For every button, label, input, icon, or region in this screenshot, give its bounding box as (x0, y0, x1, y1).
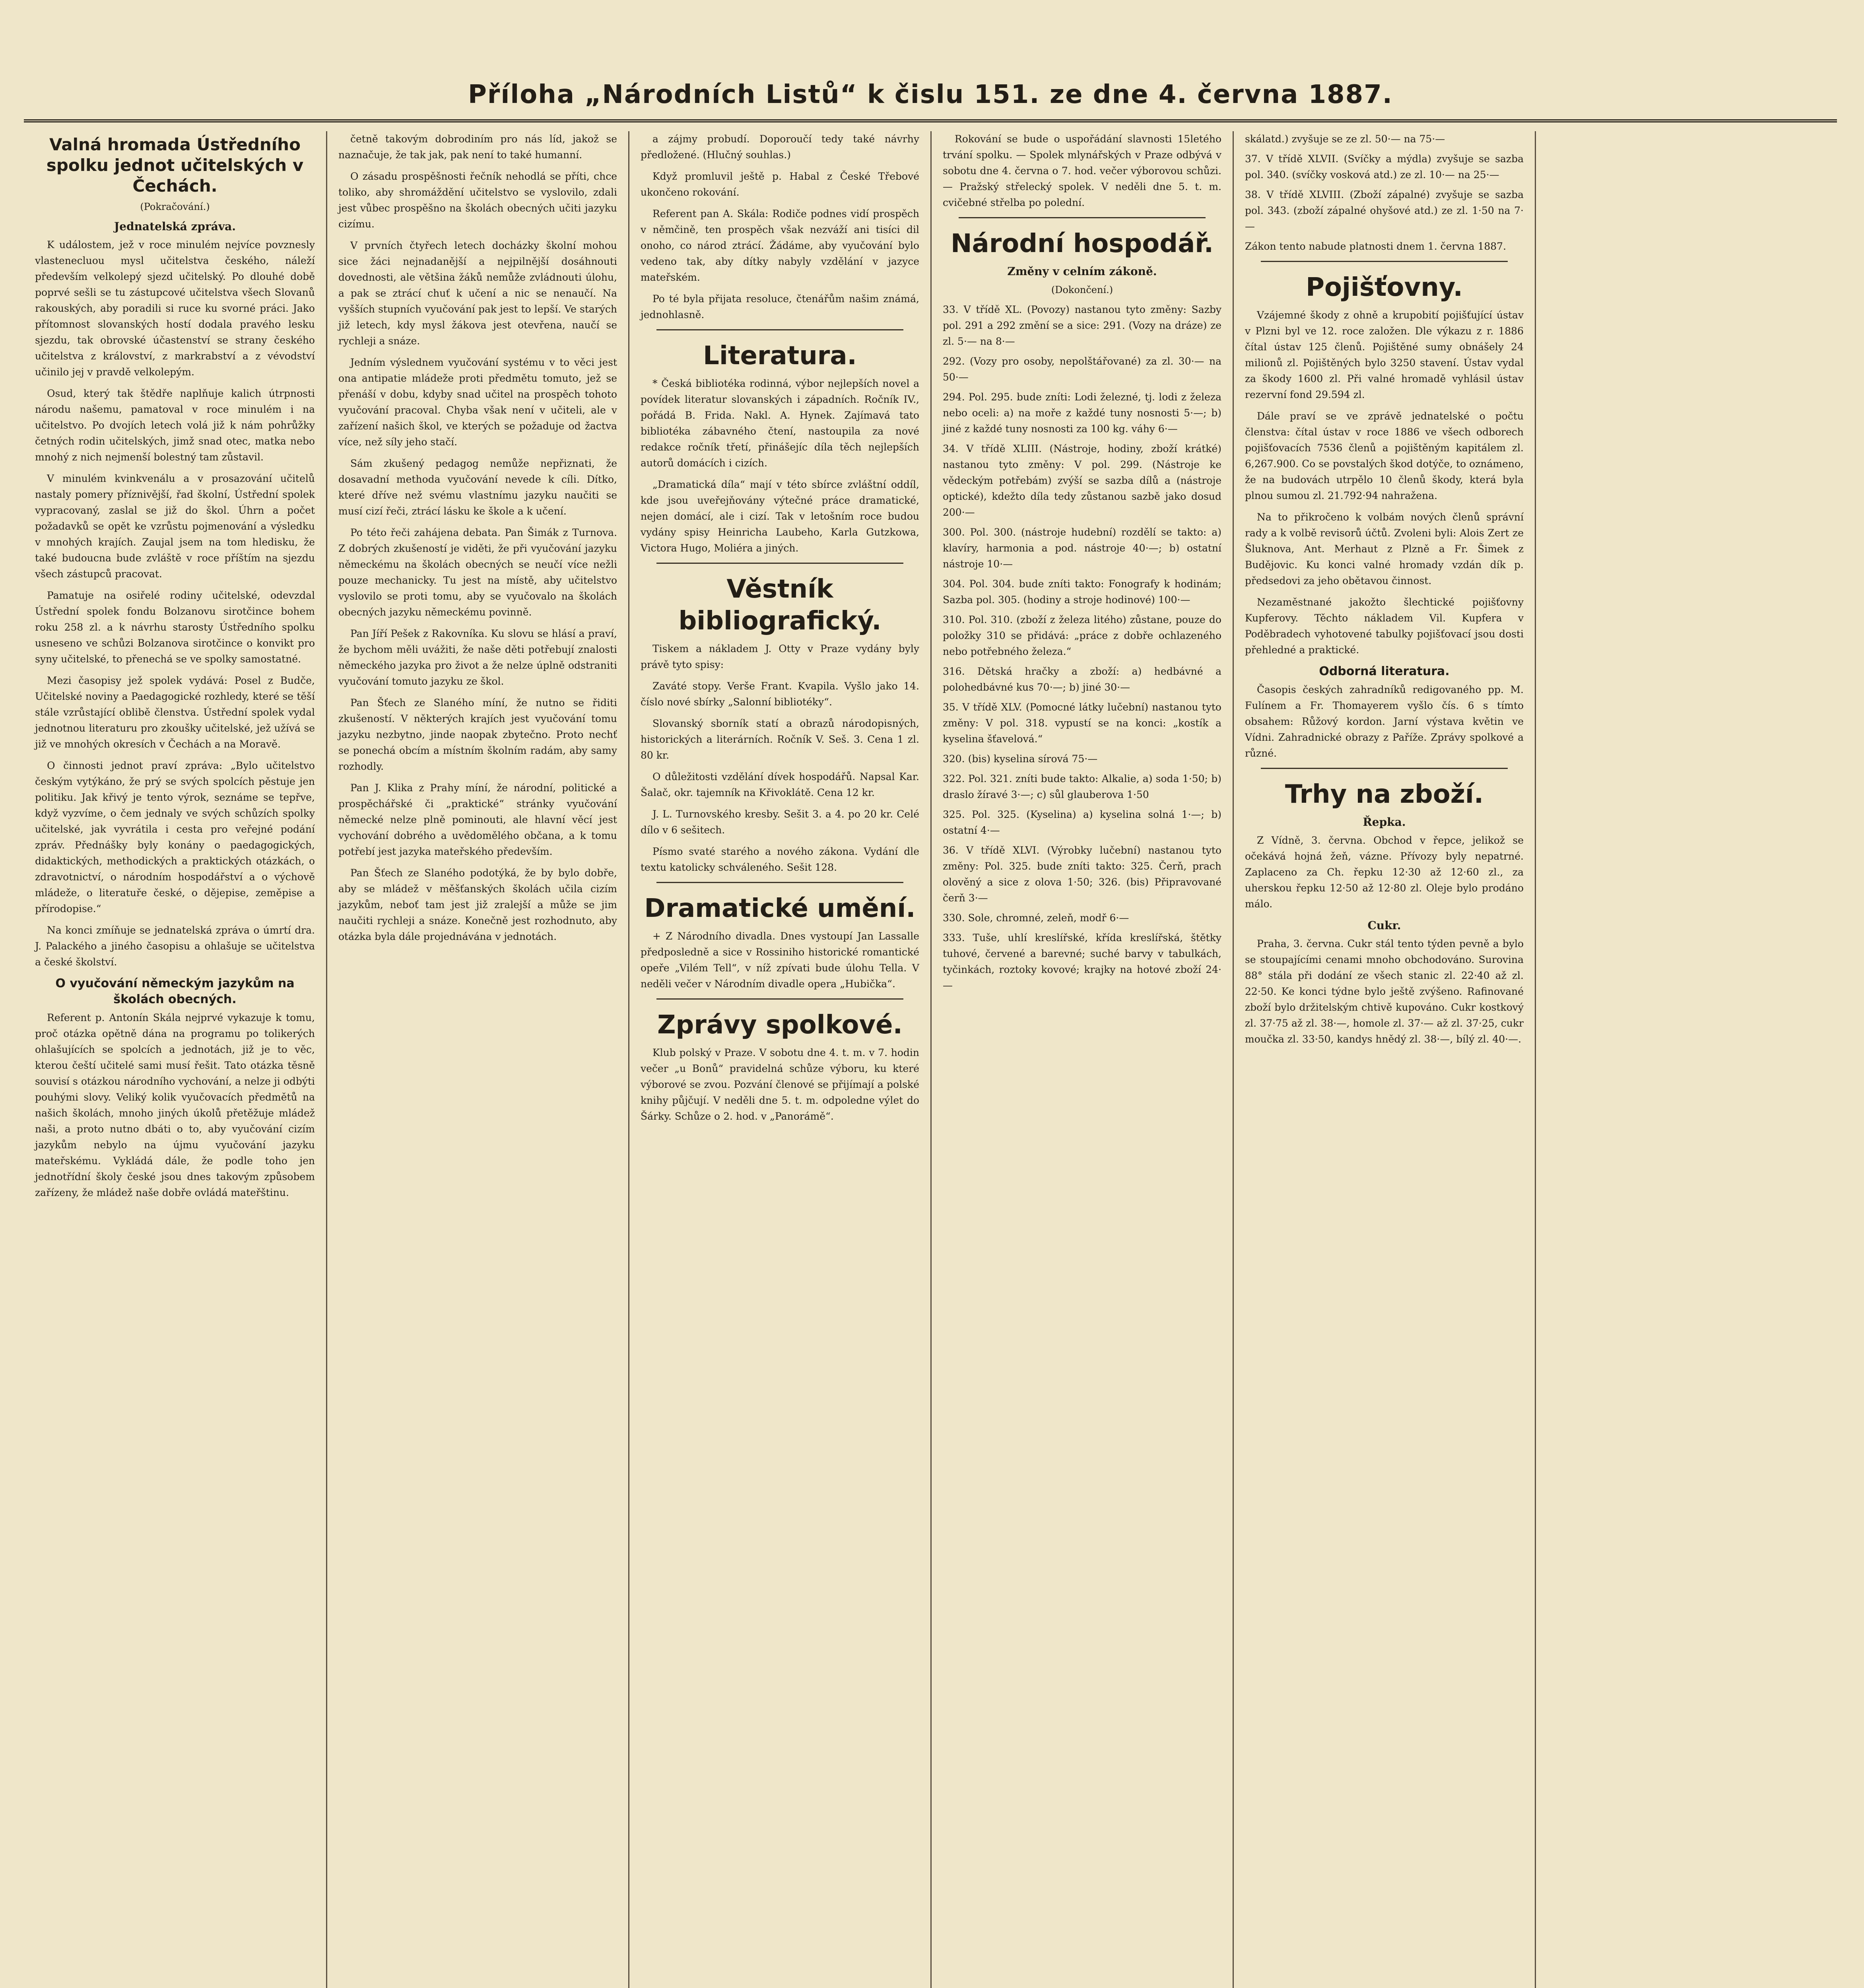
paragraph: Pan J. Klika z Prahy míní, že národní, politické a prospěchářské či „praktické“ stránky vyučování německé nelze plně pominouti, ale hlavní věcí jest vychování dobrého a uvědomělého občana, a k tomu potřebí jest jazyka mateřského především. (338, 782, 617, 857)
paragraph: Referent pan A. Skála: Rodiče podnes vidí prospěch v němčině, ten prospěch však nezváží ani tisíci dil onoho, co národ ztrácí. Žádáme, aby vyučování bylo vedeno tak, aby dítky nabyly vzdělání v jazyce mateřském. (641, 208, 919, 283)
tariff-item: 304. Pol. 304. bude zníti takto: Fonografy k hodinám; Sazba pol. 305. (hodiny a stroje hodinové) 100·— (943, 578, 1221, 606)
tariff-item: 33. V třídě XL. (Povozy) nastanou tyto změny: Sazby pol. 291 a 292 změní se a sice: 291. (Vozy na dráze) ze zl. 5·— na 8·— (943, 304, 1221, 347)
section-heading-dramaticke: Dramatické umění. (644, 894, 916, 923)
tariff-item: 330. Sole, chromné, zeleň, modř 6·— (943, 912, 1129, 924)
tariff-item: 320. (bis) kyselina sírová 75·— (943, 753, 1098, 765)
paragraph: O činnosti jednot praví zpráva: „Bylo učitelstvo českým vytýkáno, že prý se svých spolcích pěstuje jen politiku. Jak křivý je tento výrok, seznáme se tepřve, když vyzvíme, o čem jednaly ve svých schůzích spolky učitelské, jak vyvrátila i cesta pro veřejné podání zpráv. Přednášky byly konány o paedagogických, didaktických, methodických a praktických otázkách, o zdravotnictví, o národním hospodářství a o výchově mládeže, o literatuře české, o dějepise, zeměpise a přírodopise.“ (35, 760, 315, 914)
paragraph: „Dramatická díla“ mají v této sbírce zvláštní oddíl, kde jsou uveřejňovány výtečné práce dramatické, nejen domácí, ale i cizí. Tak v letošním roce budou vydány spisy Heinricha Laubeho, Karla Gutzkowa, Victora Hugo, Moliéra a jiných. (641, 479, 919, 554)
paragraph: Osud, který tak štědře naplňuje kalich útrpnosti národu našemu, pamatoval v roce minulém i na učitelstvo. Po dvojích letech volá již k nám pohrůžky četných rodin učitelských, jimž snad otec, matka nebo mnohý z nich nejmenší bolestný tam zůstavil. (35, 388, 315, 463)
section-heading-trhy: Trhy na zboží. (1285, 780, 1484, 809)
tariff-item: 322. Pol. 321. zníti bude takto: Alkalie, a) soda 1·50; b) draslo žíravé 3·—; c) sůl glauberova 1·50 (943, 773, 1221, 800)
section-heading-vestnik: Věstník bibliografický. (678, 575, 882, 636)
paragraph: četně takovým dobrodiním pro nás líd, jakož se naznačuje, že tak jak, pak není to také humanní. (338, 133, 617, 161)
tariff-item: 34. V třídě XLIII. (Nástroje, hodiny, zboží krátké) nastanou tyto změny: V pol. 299. (Nástroje ke vědeckým potřebám) zvýší se sazba dílů a (nástroje optické), kdežto díla tedy zůstanou sazbě jako dosud 200·— (943, 443, 1221, 518)
paragraph: Tiskem a nákladem J. Otty v Praze vydány byly právě tyto spisy: (641, 643, 919, 670)
section-heading-hospodar: Národní hospodář. (950, 229, 1214, 258)
masthead: Příloha „Národních Listů“ k čislu 151. ze dne 4. června 1887. (468, 80, 1393, 109)
paragraph: V minulém kvinkvenálu a v prosazování učitelů nastaly pomery příznivější, řad školní, Ústřední spolek vypracovaný, zaslal se již do škol. Úhrn a počet požadavků se opět ke vzrůstu pojmenování a výsledku v mnohých krajích. Zaujal jsem na tom hledisku, že také budoucna bude zvláště v roce příštím na sjezdu všech zástupců pracovat. (35, 473, 315, 580)
paragraph: J. L. Turnovského kresby. Sešit 3. a 4. po 20 kr. Celé dílo v 6 sešitech. (641, 808, 919, 836)
section-heading: O vyučování německým jazykům na školách obecných. (55, 977, 295, 1006)
paragraph: V prvních čtyřech letech docházky školní mohou sice žáci nejnadanější a nejpilnější dosáhnouti dovednosti, ale většina žáků nemůže zvládnouti úlohu, a pak se ztrácí chuť k učení a nic se nenaučí. Na vyšších stupních vyučování pak jest to lepší. Ve starých již letech, kdy mysl žákova jest otevřena, naučí se rychleji a snáze. (338, 240, 617, 347)
paragraph: Referent p. Antonín Skála nejprvé vykazuje k tomu, proč otázka opětně dána na programu po tolikerých ohlašujících se spolcích a jednotách, již je to věc, kterou čeští učitelé sami musí řešit. Tato otázka těsně souvisí s otázkou národního vychování, a nelze ji odbýti pouhými slovy. Veliký kolik vyučovacích předmětů na našich školách, mnoho jiných úkolů přetěžuje mládež naši, a proto nutno dbáti o to, aby vyučování cizím jazykům nebylo na újmu vyučování jazyku mateřskému. Vykládá dále, že podle toho jen jednotřídní školy české jsou dnes takovým způsobem zařízeny, že mládež naše dobře ovládá mateřštinu. (35, 1012, 315, 1198)
paragraph: + Z Národního divadla. Dnes vystoupí Jan Lassalle předposledně a sice v Rossiniho historické romantické opeře „Vilém Tell“, v níž zpívati bude úlohu Tella. V neděli večer v Národním divadle opera „Hubička“. (641, 930, 919, 990)
tariff-item: 316. Dětská hračky a zboží: a) hedbávné a polohedbávné kus 70·—; b) jiné 30·— (943, 666, 1221, 693)
divider (1261, 768, 1508, 769)
paragraph: Zaváté stopy. Verše Frant. Kvapila. Vyšlo jako 14. číslo nové sbírky „Salonní bibliotéky“. (641, 680, 919, 708)
tariff-item: Zákon tento nabude platnosti dnem 1. června 1887. (1245, 241, 1507, 252)
paragraph: Pan Šťech ze Slaného podotýká, že by bylo dobře, aby se mládež v měšťanských školách učila cizím jazykům, neboť tam jest již zralejší a může se jim naučiti rychleji a snáze. Konečně jest rozhodnuto, aby otázka byla dále projednávána v jednotách. (338, 867, 617, 942)
paragraph: Na to přikročeno k volbám nových členů správní rady a k volbě revisorů účtů. Zvoleni byli: Alois Zert ze Šluknova, Ant. Merhaut z Plzně a Fr. Šimek z Budějovic. Ku konci valné hromady vzdán dík p. předsedovi za jeho obětavou činnost. (1245, 511, 1524, 586)
divider (656, 329, 903, 330)
paragraph: Pan Jíří Pešek z Rakovníka. Ku slovu se hlásí a praví, že bychom měli uvážiti, že naše děti potřebují znalosti německého jazyka pro život a že nelze úplně odstraniti vyučování tomuto jazyku ze škol. (338, 628, 617, 687)
section-heading: Jednatelská zpráva. (114, 220, 236, 233)
paragraph: Rokování se bude o uspořádání slavnosti 15letého trvání spolku. — Spolek mlynářských v Praze odbývá v sobotu dne 4. června o 7. hod. večer výborovou schůzi. — Pražský střelecký spolek. V neděli dne 5. t. m. cvičebné střelba po polední. (943, 133, 1221, 208)
paragraph: Písmo svaté starého a nového zákona. Vydání dle textu katolicky schváleného. Sešit 128. (641, 846, 919, 873)
tariff-item: 37. V třídě XLVII. (Svíčky a mýdla) zvyšuje se sazba pol. 340. (svíčky vosková atd.) ze zl. 10·— na 25·— (1245, 153, 1524, 181)
tariff-item: 333. Tuše, uhlí kreslířské, křída kreslířská, štětky tuhové, červené a barevné; suché barvy v tabulkách, tyčinkách, roztoky kovové; krajky na hotové zboží 24·— (943, 932, 1221, 991)
paragraph: Časopis českých zahradníků redigovaného pp. M. Fulínem a Fr. Thomayerem vyšlo čís. 6 s tímto obsahem: Růžový kordon. Jarní výstava květin ve Vídni. Zahradnické obrazy z Paříže. Zprávy spolkové a různé. (1245, 684, 1524, 759)
tariff-item: 310. Pol. 310. (zboží z železa litého) zůstane, pouze do položky 310 se přidává: „práce z dobře ochlazeného nebo potřebného železa.“ (943, 614, 1221, 657)
section-heading-literatura: Literatura. (703, 341, 857, 371)
paragraph: Po této řeči zahájena debata. Pan Šimák z Turnova. Z dobrých zkušeností je viděti, že při vyučování jazyku německému na školách obecných se neučí více nežli pouze mechanicky. Tu jest na místě, aby učitelstvo vyslovilo se proti tomu, aby se vyučovalo na školách obecných jazyku německému povinně. (338, 527, 617, 618)
paragraph: Pan Šťech ze Slaného míní, že nutno se řiditi zkušeností. V některých krajích jest vyučování tomu jazyku nezbytno, jinde naopak zbytečno. Proto nechť se ponechá obcím a místním školním radám, aby samy rozhodly. (338, 697, 617, 772)
section-heading-zpravy: Zprávy spolkové. (657, 1010, 903, 1040)
paragraph: Vzájemné škody z ohně a krupobití pojišťující ústav v Plzni byl ve 12. roce založen. Dle výkazu z r. 1886 čítal ústav 125 členů. Pojištěné sumy obnášely 24 milionů zl. Pojištěných bylo 3250 stavení. Ústav vydal za škody 1600 zl. Při valné hromadě vyhlásil ústav rezervní fond 29.594 zl. (1245, 309, 1524, 400)
tariff-item: 36. V třídě XLVI. (Výrobky lučební) nastanou tyto změny: Pol. 325. bude zníti takto: 325. Čerň, prach olověný a sice z olova 1·50; 326. (bis) Připravované čerň 3·— (943, 845, 1221, 904)
section-subheading: Cukr. (1367, 919, 1401, 932)
paragraph: a zájmy probudí. Doporoučí tedy také návrhy předložené. (Hlučný souhlas.) (641, 133, 919, 161)
tariff-list (1245, 131, 1524, 254)
divider (656, 882, 903, 883)
column-3 (628, 131, 930, 1988)
paragraph: Sám zkušený pedagog nemůže nepřiznati, že dosavadní methoda vyučování nevede k cíli. Dítko, které dříve než svému vlastnímu jazyku naučiti se musí cizí řeči, ztrácí lásku ke škole a k učení. (338, 458, 617, 517)
column-6 (1535, 131, 1837, 1988)
masthead-rule (24, 119, 1837, 122)
paragraph: Praha, 3. června. Cukr stál tento týden pevně a bylo se stoupajícími cenami mnoho obchodováno. Surovina 88° stála při dodání ze všech stanic zl. 22·40 až zl. 22·50. Ke konci týdne bylo ještě zvýšeno. Rafinované zboží bylo držitelským chtivě kupováno. Cukr kostkový zl. 37·75 až zl. 38·—, homole zl. 37·— až zl. 37·25, cukr moučka zl. 33·50, kandys hnědý zl. 38·—, bílý zl. 40·—. (1245, 938, 1524, 1045)
tariff-list (943, 302, 1221, 994)
paragraph: K událostem, jež v roce minulém nejvíce povznesly vlastenecluou mysl učitelstva českého, náleží především velkolepý sjezd učitelský. Po dlouhé době poprvé sešli se tu zástupcové učitelstva všech Slovanů rakouských, aby poradili si ruce ku svorné práci. Jako přítomnost slovanských hostí dodala pravého lesku sjezdu, tak obrovské účastenství se strany českého učitelstva z království, z markrabství a z vévodství učinilo jej v pravdě velkolepým. (35, 239, 315, 378)
paragraph: Klub polský v Praze. V sobotu dne 4. t. m. v 7. hodin večer „u Bonů“ pravidelná schůze výboru, ku které výborové se zvou. Pozvání členové se přijímají a polské knihy půjčují. V neděli dne 5. t. m. odpoledne výlet do Šárky. Schůze o 2. hod. v „Panorámě“. (641, 1047, 919, 1122)
section-subheading: Změny v celním zákoně. (1007, 265, 1157, 278)
tariff-item: skálatd.) zvyšuje se ze zl. 50·— na 75·— (1245, 133, 1445, 145)
paragraph: Nezaměstnané jakožto šlechtické pojišťovny Kupferovy. Těchto nákladem Vil. Kupfera v Poděbradech vyhotovené tabulky pojišťovací jsou dosti přehledné a praktické. (1245, 596, 1524, 656)
section-note: (Dokončení.) (1051, 284, 1113, 295)
paragraph: Když promluvil ještě p. Habal z České Třebové ukončeno rokování. (641, 171, 919, 198)
column-1 (24, 131, 326, 1988)
paragraph: Dále praví se ve zprávě jednatelské o počtu členstva: čítal ústav v roce 1886 ve všech odborech pojišťovacích 7536 členů a pojištěným kapitálem zl. 6,267.900. Co se povstalých škod dotýče, to oznámeno, že na budovách utrpělo 10 členů škody, která byla plnou sumou zl. 21.792·94 nahražena. (1245, 410, 1524, 501)
divider (959, 217, 1206, 218)
column-5 (1233, 131, 1535, 1988)
paragraph: Mezi časopisy jež spolek vydává: Posel z Budče, Učitelské noviny a Paedagogické rozhledy, které se těší stále vzrůstající oblibě členstva. Ústřední spolek vydal jednotnou literaturu pro zkoušky učitelské, jež užívá se již ve mnohých okresích v Čechách a na Moravě. (35, 675, 315, 750)
section-heading: Odborná literatura. (1319, 664, 1450, 678)
paragraph: Pamatuje na osiřelé rodiny učitelské, odevzdal Ústřední spolek fondu Bolzanovu sirotčince bohem roku 258 zl. a k návrhu starosty Ústředního spolku usneseno ve schůzi Bolzanova sirotčince o konvikt pro syny učitelské, to přenechá se ve spolky samostatné. (35, 590, 315, 665)
paragraph: Z Vídně, 3. června. Obchod v řepce, jelikož se očekává hojná žeň, vázne. Přívozy byly nepatrné. Zaplaceno za Ch. řepku 12·30 až 12·60 zl., za uherskou řepku 12·50 až 12·80 zl. Oleje bylo prodáno málo. (1245, 835, 1524, 910)
column-2 (326, 131, 628, 1988)
column-4 (930, 131, 1233, 1988)
paragraph: Po té byla přijata resoluce, čtenářům našim známá, jednohlasně. (641, 293, 919, 320)
tariff-item: 294. Pol. 295. bude zníti: Lodi železné, tj. lodi z železa nebo oceli: a) na moře z každé tuny nosnosti 5·—; b) jiné z každé tuny nosnosti za 100 kg. váhy 6·— (943, 391, 1221, 435)
article-title: Valná hromada Ústředního spolku jednot učitelských v Čechách. (46, 135, 304, 196)
divider (656, 563, 903, 564)
paragraph: Jedním výslednem vyučování systému v to věci jest ona antipatie mládeže proti předmětu tomuto, jež se přenáší v dobu, kdyby snad učitel na prospěch tohoto vyučování pracoval. Chyba však není v učiteli, ale v zařízení našich škol, ve kterých se požaduje od žactva více, než síly jeho stačí. (338, 357, 617, 448)
paragraph: * Česká bibliotéka rodinná, výbor nejlepších novel a povídek literatur slovanských i západních. Ročník IV., pořádá B. Frida. Nakl. A. Hynek. Zajímavá tato bibliotéka zábavného čtení, nastoupila za nové redakce ročník třetí, přinášejíc díla těch nejlepších autorů domácích i cizích. (641, 378, 919, 469)
article-subtitle: (Pokračování.) (140, 201, 210, 212)
tariff-item: 292. (Vozy pro osoby, nepolštářované) za zl. 30·— na 50·— (943, 355, 1221, 383)
paragraph: O důležitosti vzdělání dívek hospodářů. Napsal Kar. Šalač, okr. tajemník na Křivoklátě. Cena 12 kr. (641, 771, 919, 798)
tariff-item: 325. Pol. 325. (Kyselina) a) kyselina solná 1·—; b) ostatní 4·— (943, 809, 1221, 836)
section-subheading: Řepka. (1363, 815, 1406, 829)
section-heading-pojistovny: Pojišťovny. (1306, 273, 1463, 302)
paragraph: Na konci zmíňuje se jednatelská zpráva o úmrtí dra. J. Palackého a jiného časopisu a ohlašuje se učitelstva a české školství. (35, 924, 315, 968)
divider (656, 998, 903, 1000)
paragraph: Slovanský sborník statí a obrazů národopisných, historických a literárních. Ročník V. Seš. 3. Cena 1 zl. 80 kr. (641, 718, 919, 761)
tariff-item: 300. Pol. 300. (nástroje hudební) rozdělí se takto: a) klavíry, harmonia a pod. nástroje 40·—; b) ostatní nástroje 10·— (943, 526, 1221, 570)
paragraph: O zásadu prospěšnosti řečník nehodlá se příti, chce toliko, aby shromáždění učitelstvo se vyslovilo, zdali jest vůbec prospěšno na školách obecných učiti jazyku cizímu. (338, 171, 617, 230)
tariff-item: 38. V třídě XLVIII. (Zboží zápalné) zvyšuje se sazba pol. 343. (zboží zápalné ohyšové atd.) ze zl. 1·50 na 7·— (1245, 189, 1524, 232)
tariff-item: 35. V třídě XLV. (Pomocné látky lučební) nastanou tyto změny: V pol. 318. vypustí se na konci: „kostík a kyselina šťavelová.“ (943, 701, 1221, 745)
divider (1261, 261, 1508, 262)
